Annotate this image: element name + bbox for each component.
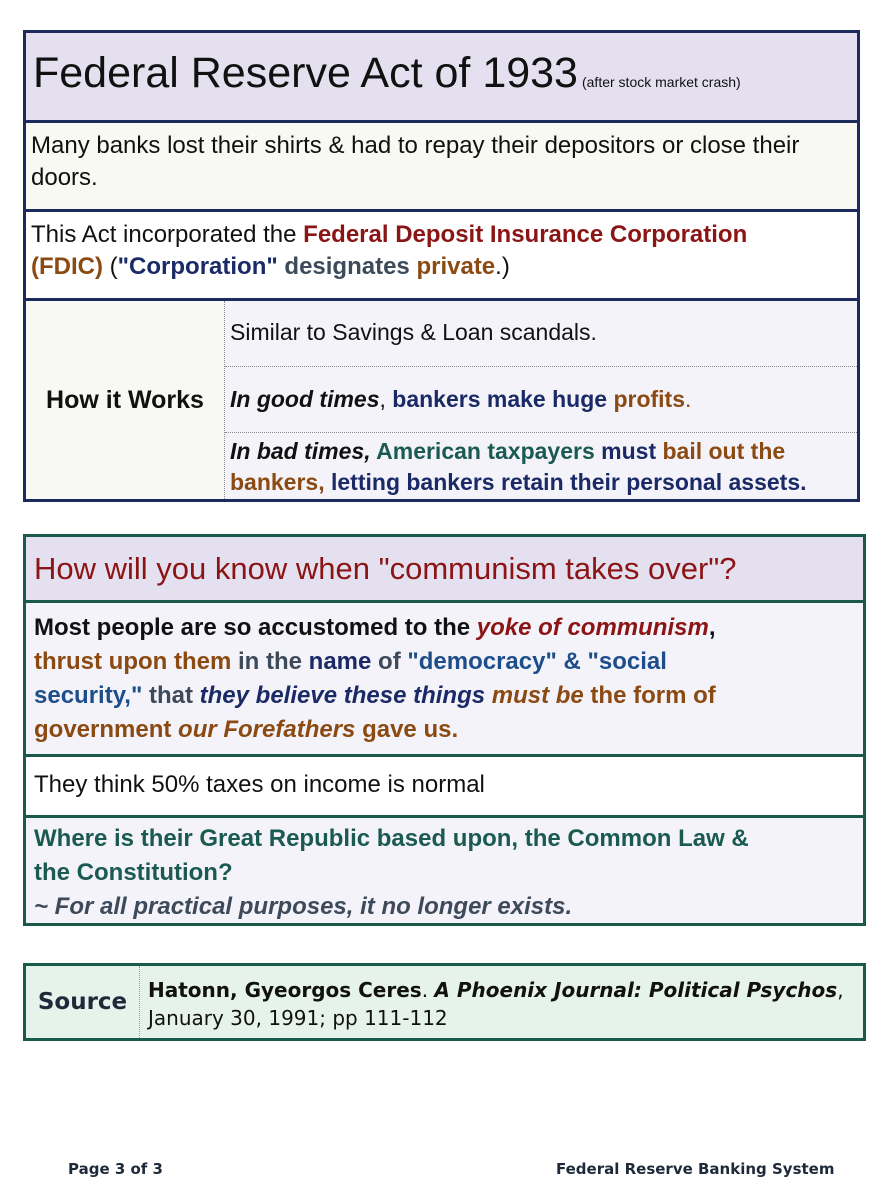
yoke-row	[26, 603, 863, 757]
banks-row	[26, 123, 857, 212]
gave-us-phrase: gave us.	[355, 716, 459, 743]
source-author: Hatonn, Gyeorgos Ceres	[148, 978, 422, 1002]
bankers-text: bankers,	[230, 469, 325, 495]
of-word: of	[371, 648, 408, 675]
yoke-intro: Most people are so accustomed to the	[34, 614, 477, 641]
must-text: must	[601, 438, 663, 464]
republic-row	[26, 818, 863, 923]
how-cell-bad-times	[225, 433, 857, 499]
form-phrase: the form of	[583, 682, 716, 709]
must-be-phrase: must be	[491, 682, 584, 709]
page-number: Page 3 of 3	[68, 1160, 163, 1178]
source-sep: .	[421, 978, 435, 1002]
profits-text: profits	[613, 386, 685, 412]
huge-text: bankers make huge	[392, 386, 614, 412]
source-date: January 30, 1991; pp 111-112	[148, 1006, 448, 1030]
communism-title-text: How will you know when "communism takes over"?	[34, 551, 737, 586]
how-cell-savings	[225, 301, 857, 367]
fdic-intro: This Act incorporated the	[31, 221, 304, 248]
source-label-text: Source	[37, 989, 128, 1015]
profits-period: .	[685, 386, 692, 412]
in-the-text: in the	[231, 648, 309, 675]
taxpayers-text: American taxpayers	[370, 438, 602, 464]
yoke-phrase: yoke of communism	[476, 614, 709, 641]
retain-text: letting bankers retain their personal assets.	[324, 469, 807, 495]
panel-title	[26, 33, 857, 123]
taxes-row	[26, 757, 863, 818]
taxes-text: They think 50% taxes on income is normal	[34, 771, 485, 798]
source-citation	[148, 976, 857, 1032]
that-word: that	[142, 682, 200, 709]
good-times-comma: ,	[379, 386, 393, 412]
panel-subtitle: (after stock market crash)	[581, 74, 741, 90]
bailout-text: bail out the	[662, 438, 786, 464]
fdic-paren-open: (	[102, 253, 118, 280]
democracy-phrase: "democracy" & "social	[407, 648, 667, 675]
how-cell-good-times	[225, 367, 857, 433]
banks-text: Many banks lost their shirts & had to repay their depositors or close their doors.	[31, 132, 800, 191]
communism-panel	[23, 534, 866, 926]
designates-word: designates	[277, 253, 417, 280]
good-times-text: In good times	[230, 386, 380, 412]
how-it-works-label	[26, 301, 225, 499]
panel-title-text: Federal Reserve Act of 1933	[33, 49, 578, 97]
savings-text: Similar to Savings & Loan scandals.	[230, 319, 597, 345]
source-comma: ,	[837, 978, 844, 1002]
corporation-word: "Corporation"	[117, 253, 278, 280]
republic-line2: the Constitution?	[34, 859, 233, 886]
fdic-abbr: (FDIC)	[31, 253, 103, 280]
how-it-works-text: How it Works	[46, 385, 204, 414]
source-panel	[23, 963, 866, 1041]
republic-line3: ~ For all practical purposes, it no longer exists.	[34, 893, 573, 920]
federal-reserve-act-panel	[23, 30, 860, 502]
believe-phrase: they believe these things	[199, 682, 492, 709]
name-word: name	[308, 648, 372, 675]
source-label	[26, 966, 140, 1038]
private-word: private	[416, 253, 496, 280]
security-phrase: security,"	[34, 682, 143, 709]
yoke-comma: ,	[708, 614, 716, 641]
communism-title	[26, 537, 863, 603]
republic-line1: Where is their Great Republic based upon, the Common Law &	[34, 825, 749, 852]
fdic-name: Federal Deposit Insurance Corporation	[303, 221, 748, 248]
forefathers-phrase: our Forefathers	[178, 716, 356, 743]
document-title-footer: Federal Reserve Banking System	[556, 1160, 835, 1178]
government-word: government	[34, 716, 179, 743]
fdic-row	[26, 212, 857, 301]
bad-times-text: In bad times,	[230, 438, 371, 464]
fdic-paren-close: .)	[495, 253, 510, 280]
source-title: A Phoenix Journal: Political Psychos	[434, 978, 838, 1002]
thrust-phrase: thrust upon them	[34, 648, 232, 675]
